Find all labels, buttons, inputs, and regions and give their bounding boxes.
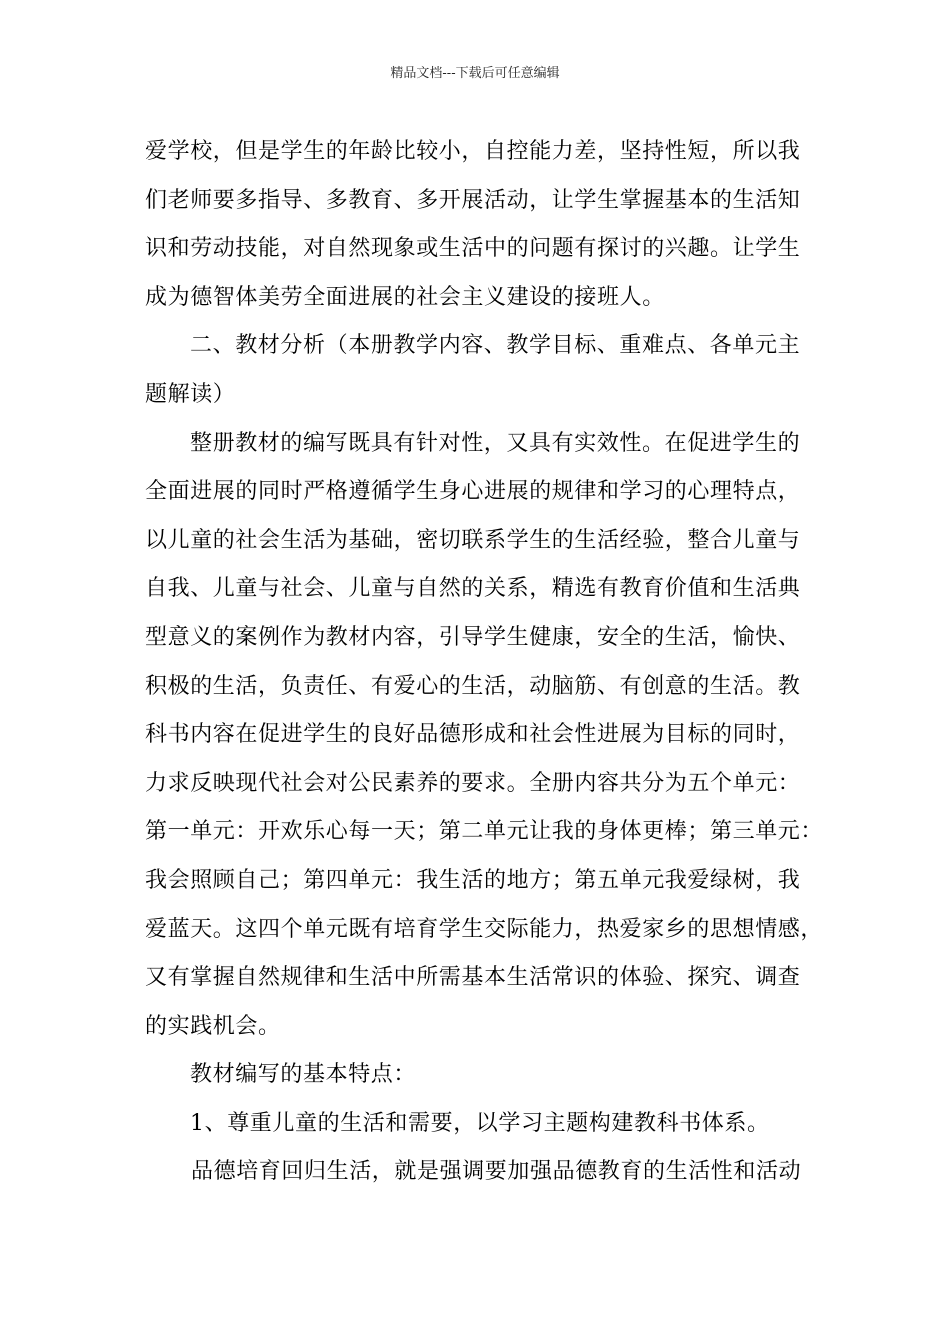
paragraph-textbook-overview bbox=[145, 420, 824, 1052]
text-line: 以儿童的社会生活为基础，密切联系学生的生活经验，整合儿童与 bbox=[145, 527, 801, 553]
text-line: 识和劳动技能，对自然现象或生活中的问题有探讨的兴趣。让学生 bbox=[145, 236, 801, 262]
text-line: 整册教材的编写既具有针对性，又具有实效性。在促进学生的 bbox=[190, 430, 801, 456]
page-header: 精品文档---下载后可任意编辑 bbox=[390, 66, 560, 81]
paragraph-intro-continuation bbox=[145, 128, 807, 322]
text-line: 1、尊重儿童的生活和需要，以学习主题构建教科书体系。 bbox=[190, 1110, 770, 1136]
text-line: 二、教材分析（本册教学内容、教学目标、重难点、各单元主 bbox=[190, 333, 801, 359]
text-line: 爱蓝天。这四个单元既有培育学生交际能力，热爱家乡的思想情感， bbox=[145, 916, 824, 942]
text-line: 教材编写的基本特点： bbox=[190, 1062, 417, 1088]
text-line: 题解读） bbox=[145, 381, 236, 407]
section-heading-textbook-analysis bbox=[145, 322, 807, 419]
text-line: 第一单元：开欢乐心每一天；第二单元让我的身体更棒；第三单元： bbox=[145, 819, 824, 845]
text-line: 自我、儿童与社会、儿童与自然的关系，精选有教育价值和生活典 bbox=[145, 576, 801, 602]
text-line: 全面进展的同时严格遵循学生身心进展的规律和学习的心理特点， bbox=[145, 479, 801, 505]
text-line: 积极的生活，负责任、有爱心的生活，动脑筋、有创意的生活。教 bbox=[145, 673, 801, 699]
text-line: 力求反映现代社会对公民素养的要求。全册内容共分为五个单元： bbox=[145, 770, 801, 796]
text-line: 成为德智体美劳全面进展的社会主义建设的接班人。 bbox=[145, 284, 665, 310]
text-line: 爱学校，但是学生的年龄比较小，自控能力差，坚持性短，所以我 bbox=[145, 139, 801, 164]
text-line: 型意义的案例作为教材内容，引导学生健康，安全的生活，愉快、 bbox=[145, 624, 801, 650]
paragraph-moral-education bbox=[145, 1148, 807, 1197]
document-body bbox=[145, 128, 824, 1197]
text-line: 我会照顾自己；第四单元：我生活的地方；第五单元我爱绿树，我 bbox=[145, 867, 801, 893]
paragraph-basic-features-heading bbox=[145, 1051, 807, 1100]
paragraph-feature-1 bbox=[145, 1100, 807, 1149]
text-line: 科书内容在促进学生的良好品德形成和社会性进展为目标的同时， bbox=[145, 722, 801, 748]
text-line: 品德培育回归生活，就是强调要加强品德教育的生活性和活动 bbox=[191, 1159, 802, 1185]
text-line: 们老师要多指导、多教育、多开展活动，让学生掌握基本的生活知 bbox=[145, 187, 801, 213]
text-line: 的实践机会。 bbox=[145, 1013, 281, 1039]
text-line: 又有掌握自然规律和生活中所需基本生活常识的体验、探究、调查 bbox=[145, 965, 801, 991]
